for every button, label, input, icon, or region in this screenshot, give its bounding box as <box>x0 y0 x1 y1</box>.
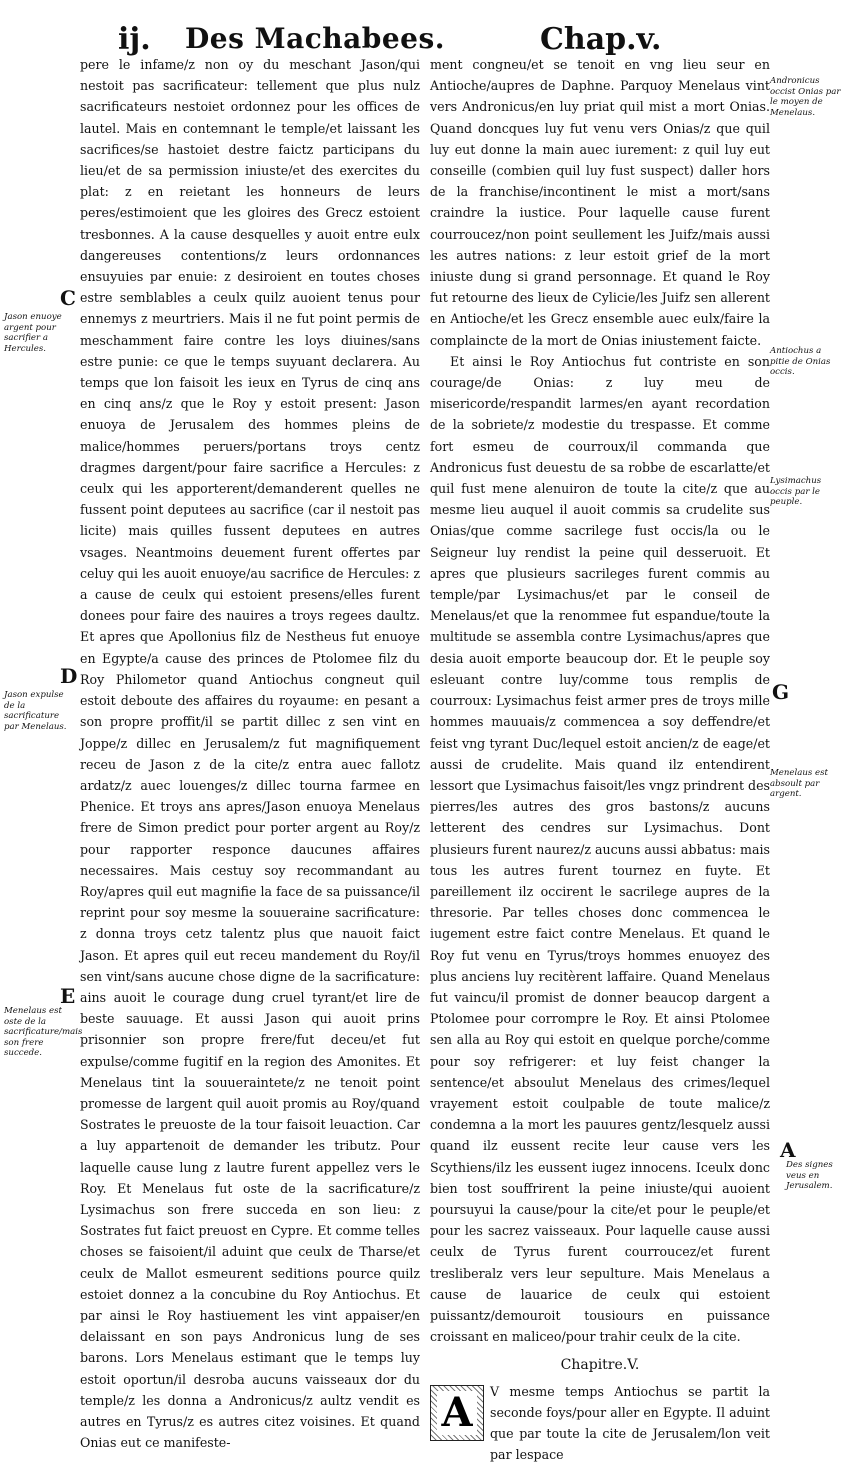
left-text-column <box>80 54 420 1453</box>
right-column-paragraph-1: ment congneu/et se tenoit en vng lieu seur en Antioche/aupres de Daphne. Parquoy Menelaus vint vers Andronicus/en luy priat quil mist a mort Onias. Quand doncques luy fut venu vers Onias/z que quil luy eut donne la main auec iurement: z quil luy eut conseille (combien quil luy fust suspect) daller hors de la franchise/incontinent le mist a mort/sans craindre la iustice. Pour laquelle cause furent courroucez/non point seullement les Juifz/mais aussi les autres nations: z leur estoit grief de la mort iniuste dung si grand personnage. Et quand le Roy fut retourne des lieux de Cylicie/les Juifz sen allerent en Antioche/et les Grecz ensemble auec eulx/faire la complaincte de la mort de Onias iniustement faicte. <box>430 57 770 348</box>
margin-letter-e: E <box>60 984 76 1008</box>
left-column-text: pere le infame/z non oy du meschant Jason/qui nestoit pas sacrificateur: tellement que plus nulz sacrificateurs nestoiet ordonnez pour les offices de lautel. Mais en contemnant le temple/et laissant les sacrifices/se hastoiet destre faictz participans du lieu/et de sa permission iniuste/et des exercites du plat: z en reietant les honneurs de leurs peres/estimoient que les gloires des Grecz estoient tresbonnes. A la cause desquelles y auoit entre eulx dangereuses contentions/z leurs ordonnances ensuyuies par enuie: z desiroient en toutes choses estre semblables a ceulx quilz auoient tenus pour ennemys z meurtriers. Mais il ne fut point permis de meschamment faire contre les loys diuines/sans estre punie: ce que le temps suyuant declarera. Au temps que lon faisoit les ieux en Tyrus de cinq ans en cinq ans/z que le Roy y estoit present: Jason enuoya de Jerusalem des hommes pleins de malice/hommes peruers/portans troys centz dragmes dargent/pour faire sacrifice a Hercules: z ceulx qui les apporterent/demanderent quelles ne fussent point deputees au sacrifice (car il nestoit pas licite) mais quilles fussent deputees en autres vsages. Neantmoins deuement furent offertes par celuy qui les auoit enuoye/au sacrifice de Hercules: z a cause de ceulx qui estoient presens/elles furent donees pour faire des nauires a troys regees daultz. Et apres que Apollonius filz de Nestheus fut enuoye en Egypte/a cause des princes de Ptolomee filz du Roy Philometor quand Antiochus congneut quil estoit deboute des affaires du royaume: en pesant a son propre proffit/il se partit dillec z sen vint en Joppe/z dillec en Jerusalem/z fut magnifiquement receu de Jason z de la cite/z entra auec fallotz ardatz/z auec louenges/z dillec tourna farmee en Phenice. Et troys ans apres/Jason enuoya Menelaus frere de Simon predict pour porter argent au Roy/z pour rapporter responce daucunes affaires necessaires. Mais cestuy soy recommandant au Roy/apres quil eut magnifie la face de sa puissance/il reprint pour soy mesme la souueraine sacrificature: z donna troys cetz talentz plus que nauoit faict Jason. Et apres quil eut receu mandement du Roy/il sen vint/sans aucune chose digne de la sacrificature: ains auoit le courage dung cruel tyrant/et lire de beste sauuage. Et aussi Jason qui auoit prins prisonnier son propre frere/fut deceu/et fut expulse/comme fugitif en la region des Amonites. Et Menelaus tint la souueraintete/z ne tenoit point promesse de largent quil auoit promis au Roy/quand Sostrates le preuoste de la tour faisoit leuaction. Car a luy appartenoit de demander les tributz. Pour laquelle cause lung z lautre furent appellez vers le Roy. Et Menelaus fut oste de la sacrificature/z Lysimachus son frere succeda en son lieu: z Sostrates fut faict preuost en Cypre. Et comme telles choses se faisoient/il aduint que ceulx de Tharse/et ceulx de Mallot esmeurent seditions pource quilz estoiet donnez a la concubine du Roy Antiochus. Et par ainsi le Roy hastiuement les vint appaiser/en delaissant en son pays Andronicus lung de ses barons. Lors Menelaus estimant que le temps luy estoit oportun/il desroba aucuns vaisseaux dor du temple/z les donna a Andronicus/z aultz vendit es autres en Tyrus/z es autres citez voisines. Et quand Onias eut ce manifeste- <box>80 57 420 1451</box>
margin-letter-c: C <box>60 286 76 310</box>
folio-number: ij. <box>118 22 151 57</box>
chapter-opening <box>430 1381 770 1465</box>
margin-letter-d: D <box>60 664 78 688</box>
margin-letter-a: A <box>780 1138 796 1162</box>
margin-note-left-2: Jason expulse de la sacrificature par Menelaus. <box>4 690 67 732</box>
margin-letter-g: G <box>772 680 790 704</box>
chapter-label: Chap.v. <box>540 22 662 57</box>
right-column-paragraph-2: Et ainsi le Roy Antiochus fut contriste en son courage/de Onias: z luy meu de misericorde/respandit larmes/en ayant recordation de la sobriete/z modestie du trespasse. Et comme fort esmeu de courroux/il commanda que Andronicus fust deuestu de sa robbe de escarlatte/et quil fust mene alenuiron de toute la cite/z que au mesme lieu auquel il auoit commis sa crudelite sus Onias/que comme sacrilege fust occis/la ou le Seigneur luy rendist la peine quil desseruoit. Et apres que plusieurs sacrileges furent commis au temple/par Lysimachus/et par le conseil de Menelaus/et que la renommee fut espandue/toute la multitude se assembla contre Lysimachus/apres que desia auoit emporte beaucoup dor. Et le peuple soy esleuant contre luy/comme tous remplis de courroux: Lysimachus feist armer pres de troys mille hommes mauuais/z commencea a soy deffendre/et feist vng tyrant Duc/lequel estoit ancien/z de eage/et aussi de crudelite. Mais quand ilz entendirent lessort que Lysimachus faisoit/les vngz prindrent des pierres/les autres des gros bastons/z aucuns letterent des cendres sur Lysimachus. Dont plusieurs furent naurez/z aucuns aussi abbatus: mais tous les autres furent tournez en fuyte. Et pareillement ilz occirent le sacrilege aupres de la thresorie. Par telles choses donc commencea le iugement estre faict contre Menelaus. Et quand le Roy fut venu en Tyrus/troys hommes enuoyez des plus anciens luy recitèrent laffaire. Quand Menelaus fut vaincu/il promist de donner beaucop dargent a Ptolomee pour corrompre le Roy. Et ainsi Ptolomee sen alla au Roy qui estoit en quelque porche/comme pour soy refrigerer: et luy feist changer la sentence/et absoulut Menelaus des crimes/lequel vrayement estoit coulpable de toute malice/z condemna a la mort les pauures gentz/lesquelz aussi quand ilz eussent recite leur cause vers les Scythiens/ilz les eussent iugez innocens. Iceulx donc bien tost souffrirent la peine iniuste/qui auoient poursuyui la cause/pour la cite/et pour le peuple/et pour les sacrez vaisseaux. Pour laquelle cause aussi ceulx de Tyrus furent courroucez/et furent tresliberalz vers leur sepulture. Mais Menelaus a cause de lauarice de ceulx qui estoient puissantz/demouroit tousiours en puissance croissant en maliceo/pour trahir ceulx de la cite. <box>430 353 770 1345</box>
chapter-opening-text: V mesme temps Antiochus se partit la seconde foys/pour aller en Egypte. Il aduint que par toute la cite de Jerusalem/lon veit par lespace <box>490 1383 770 1463</box>
initial-letter: A <box>437 1391 476 1435</box>
margin-note-right-2: Antiochus a pitie de Onias occis. <box>770 346 831 378</box>
chapter-heading: Chapitre.V. <box>560 1357 640 1374</box>
margin-note-right-4: Menelaus est absoult par argent. <box>770 768 829 800</box>
margin-note-left-1: Jason enuoye argent pour sacrifier a Hercules. <box>4 312 62 354</box>
decorated-initial <box>430 1385 484 1441</box>
margin-note-right-3: Lysimachus occis par le peuple. <box>770 476 822 508</box>
running-title: Des Machabees. <box>185 22 446 55</box>
margin-note-right-5: Des signes veus en Jerusalem. <box>786 1160 833 1192</box>
right-text-column <box>430 54 770 1465</box>
margin-note-right-1: Andronicus occist Onias par le moyen de Menelaus. <box>770 76 841 118</box>
margin-note-left-3: Menelaus est oste de la sacrificature/mais son frere succede. <box>4 1006 83 1059</box>
